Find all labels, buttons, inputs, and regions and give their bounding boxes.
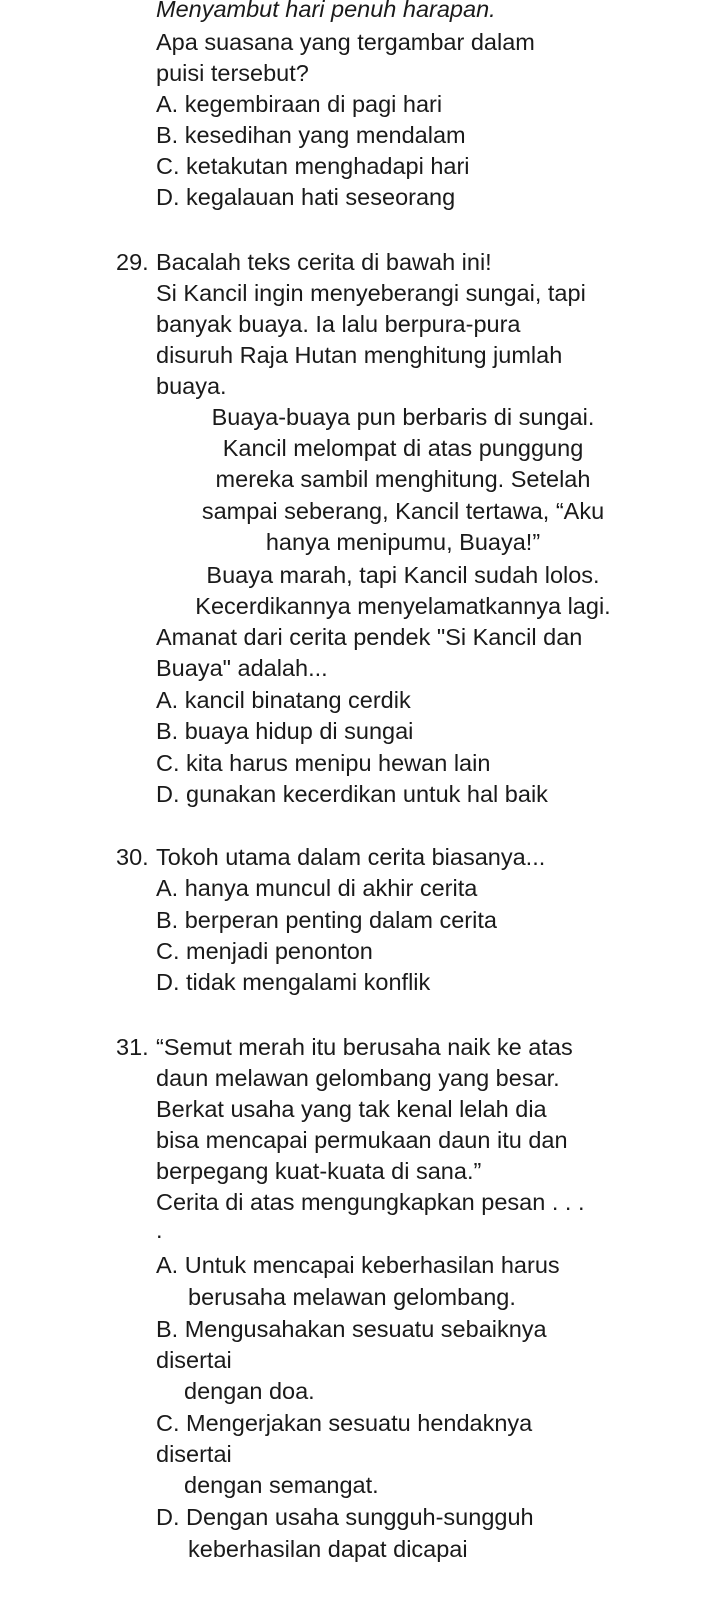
- q31-option-c-cont-2: dengan semangat.: [184, 1472, 379, 1498]
- q29-option-c[interactable]: C. kita harus menipu hewan lain: [156, 750, 491, 776]
- q30-option-c[interactable]: C. menjadi penonton: [156, 938, 373, 964]
- q30-option-b[interactable]: B. berperan penting dalam cerita: [156, 907, 497, 933]
- q31-quote-line-5: berpegang kuat-kuata di sana.”: [156, 1158, 482, 1184]
- q30-option-a[interactable]: A. hanya muncul di akhir cerita: [156, 875, 478, 901]
- q31-option-b-cont-2: dengan doa.: [184, 1378, 315, 1404]
- q29-option-a[interactable]: A. kancil binatang cerdik: [156, 687, 411, 713]
- q28-option-c[interactable]: C. ketakutan menghadapi hari: [156, 153, 470, 179]
- q31-quote-line-1: “Semut merah itu berusaha naik ke atas: [156, 1034, 573, 1060]
- q29-option-d[interactable]: D. gunakan kecerdikan untuk hal baik: [156, 781, 548, 807]
- q29-story-line-2: banyak buaya. Ia lalu berpura-pura: [156, 311, 521, 337]
- q29-story-centered-4: sampai seberang, Kancil tertawa, “Aku: [201, 498, 605, 524]
- q31-option-d[interactable]: D. Dengan usaha sungguh-sungguh: [156, 1504, 534, 1530]
- poem-last-line: Menyambut hari penuh harapan.: [156, 0, 496, 22]
- q31-option-c-cont-1: disertai: [156, 1441, 232, 1467]
- q29-story-line-1: Si Kancil ingin menyeberangi sungai, tapi: [156, 280, 586, 306]
- q30-option-d[interactable]: D. tidak mengalami konflik: [156, 969, 431, 995]
- q29-story-centered-3: mereka sambil menghitung. Setelah: [215, 466, 591, 492]
- q31-number: 31.: [116, 1034, 149, 1060]
- q31-quote-line-3: Berkat usaha yang tak kenal lelah dia: [156, 1096, 547, 1122]
- q28-question-line-2: puisi tersebut?: [156, 60, 309, 86]
- q31-question-line-2: .: [156, 1217, 163, 1243]
- q28-option-d[interactable]: D. kegalauan hati seseorang: [156, 184, 456, 210]
- q29-story-centered-6: Buaya marah, tapi Kancil sudah lolos.: [206, 562, 600, 588]
- q31-quote-line-2: daun melawan gelombang yang besar.: [156, 1065, 560, 1091]
- q29-intro: Bacalah teks cerita di bawah ini!: [156, 249, 492, 275]
- q29-story-centered-5: hanya menipumu, Buaya!”: [265, 529, 541, 555]
- q29-number: 29.: [116, 249, 149, 275]
- q29-story-centered-7: Kecerdikannya menyelamatkannya lagi.: [195, 593, 611, 619]
- q31-question-line-1: Cerita di atas mengungkapkan pesan . . .: [156, 1189, 585, 1215]
- q29-story-line-3: disuruh Raja Hutan menghitung jumlah: [156, 342, 563, 368]
- q29-story-line-4: buaya.: [156, 373, 227, 399]
- q30-number: 30.: [116, 844, 149, 870]
- q31-quote-line-4: bisa mencapai permukaan daun itu dan: [156, 1127, 568, 1153]
- q31-option-b[interactable]: B. Mengusahakan sesuatu sebaiknya: [156, 1316, 547, 1342]
- q30-question: Tokoh utama dalam cerita biasanya...: [156, 844, 546, 870]
- q31-option-a-cont: berusaha melawan gelombang.: [188, 1284, 516, 1310]
- q29-question-line-1: Amanat dari cerita pendek "Si Kancil dan: [156, 624, 583, 650]
- q29-option-b[interactable]: B. buaya hidup di sungai: [156, 718, 414, 744]
- q31-option-a[interactable]: A. Untuk mencapai keberhasilan harus: [156, 1252, 560, 1278]
- q29-story-centered-1: Buaya-buaya pun berbaris di sungai.: [211, 404, 595, 430]
- q28-question-line-1: Apa suasana yang tergambar dalam: [156, 29, 535, 55]
- q31-option-b-cont-1: disertai: [156, 1347, 232, 1373]
- q28-option-b[interactable]: B. kesedihan yang mendalam: [156, 122, 466, 148]
- q31-option-d-cont: keberhasilan dapat dicapai: [188, 1536, 468, 1562]
- q28-option-a[interactable]: A. kegembiraan di pagi hari: [156, 91, 443, 117]
- q31-option-c[interactable]: C. Mengerjakan sesuatu hendaknya: [156, 1410, 533, 1436]
- q29-story-centered-2: Kancil melompat di atas punggung: [222, 435, 584, 461]
- q29-question-line-2: Buaya" adalah...: [156, 655, 328, 681]
